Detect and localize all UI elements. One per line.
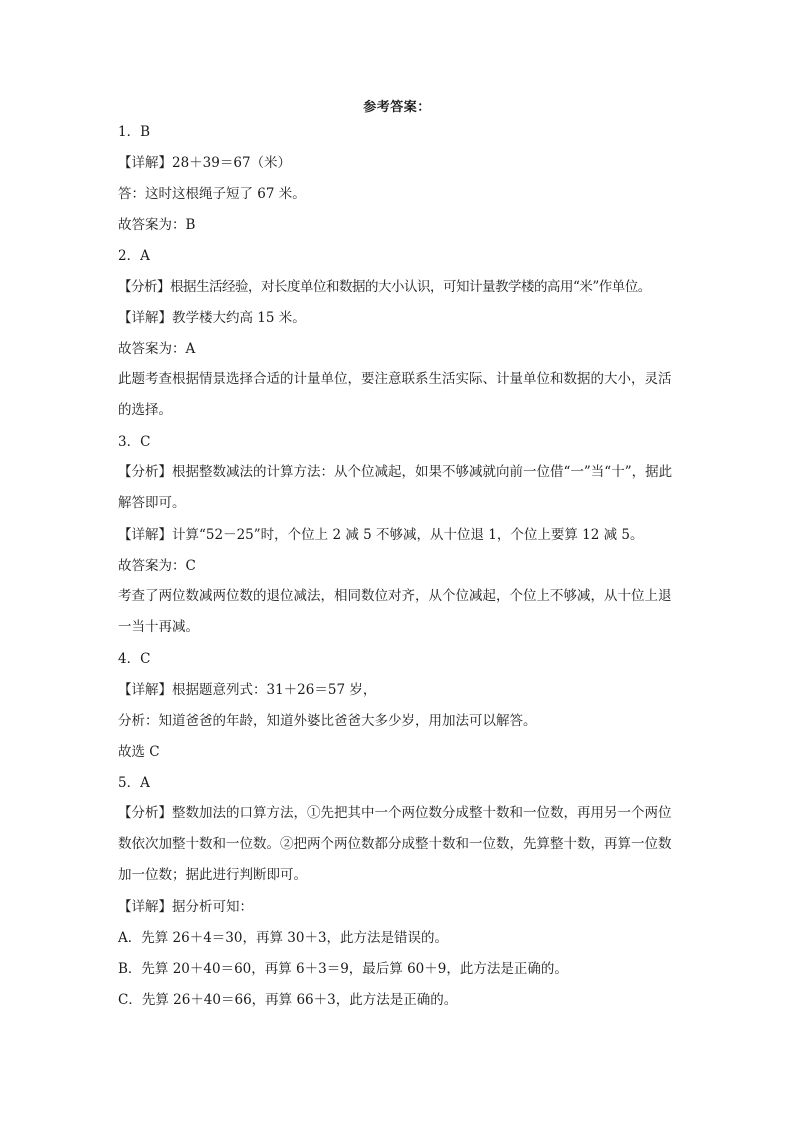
q2-result: 故答案为：A bbox=[118, 341, 196, 357]
q1-detail: 【详解】28＋39＝67（米） bbox=[118, 155, 292, 171]
q3-result: 故答案为：C bbox=[118, 558, 196, 574]
q1-number: 1．B bbox=[118, 124, 151, 140]
q2-detail: 【详解】教学楼大约高 15 米。 bbox=[118, 310, 306, 326]
page-title: 参考答案： bbox=[363, 100, 431, 115]
q4-result: 故选 C bbox=[118, 744, 160, 760]
q5-option-a: A．先算 26＋4＝30，再算 30＋3，此方法是错误的。 bbox=[118, 930, 449, 946]
q5-number: 5．A bbox=[118, 775, 150, 791]
q5-analysis: 【分析】整数加法的口算方法，①先把其中一个两位数分成整十数和一位数，再用另一个两位数依次加整十数和一位数。②把两个两位数都分成整十数和一位数，先算整十数，再算一位数加一位数；据此进行判断即可。 bbox=[118, 805, 672, 883]
q3-note: 考查了两位数减两位数的退位减法，相同数位对齐，从个位减起，个位上不够减，从十位上退一当十再减。 bbox=[118, 588, 672, 635]
q5-detail: 【详解】据分析可知： bbox=[118, 899, 253, 915]
q3-number: 3．C bbox=[118, 434, 151, 450]
q1-answer: 答：这时这根绳子短了 67 米。 bbox=[118, 186, 306, 202]
q2-number: 2．A bbox=[118, 248, 150, 264]
answer-content bbox=[118, 123, 678, 1022]
q5-option-c: C．先算 26＋40＝66，再算 66＋3，此方法是正确的。 bbox=[118, 992, 458, 1008]
q2-analysis: 【分析】根据生活经验，对长度单位和数据的大小认识，可知计量教学楼的高用“米”作单位。 bbox=[118, 279, 651, 295]
q4-analysis: 分析：知道爸爸的年龄，知道外婆比爸爸大多少岁，用加法可以解答。 bbox=[118, 713, 537, 729]
q3-detail: 【详解】计算“52－25”时，个位上 2 减 5 不够减，从十位退 1，个位上要算 12 减 5。 bbox=[118, 527, 644, 543]
q1-result: 故答案为：B bbox=[118, 217, 196, 233]
q4-detail: 【详解】根据题意列式：31＋26＝57 岁， bbox=[118, 682, 377, 698]
q2-note: 此题考查根据情景选择合适的计量单位，要注意联系生活实际、计量单位和数据的大小，灵活的选择。 bbox=[118, 371, 672, 418]
q5-option-b: B．先算 20＋40＝60，再算 6＋3＝9，最后算 60＋9，此方法是正确的。 bbox=[118, 961, 568, 977]
q4-number: 4．C bbox=[118, 651, 151, 667]
q3-analysis: 【分析】根据整数减法的计算方法：从个位减起，如果不够减就向前一位借“一”当“十”，据此解答即可。 bbox=[118, 464, 673, 511]
